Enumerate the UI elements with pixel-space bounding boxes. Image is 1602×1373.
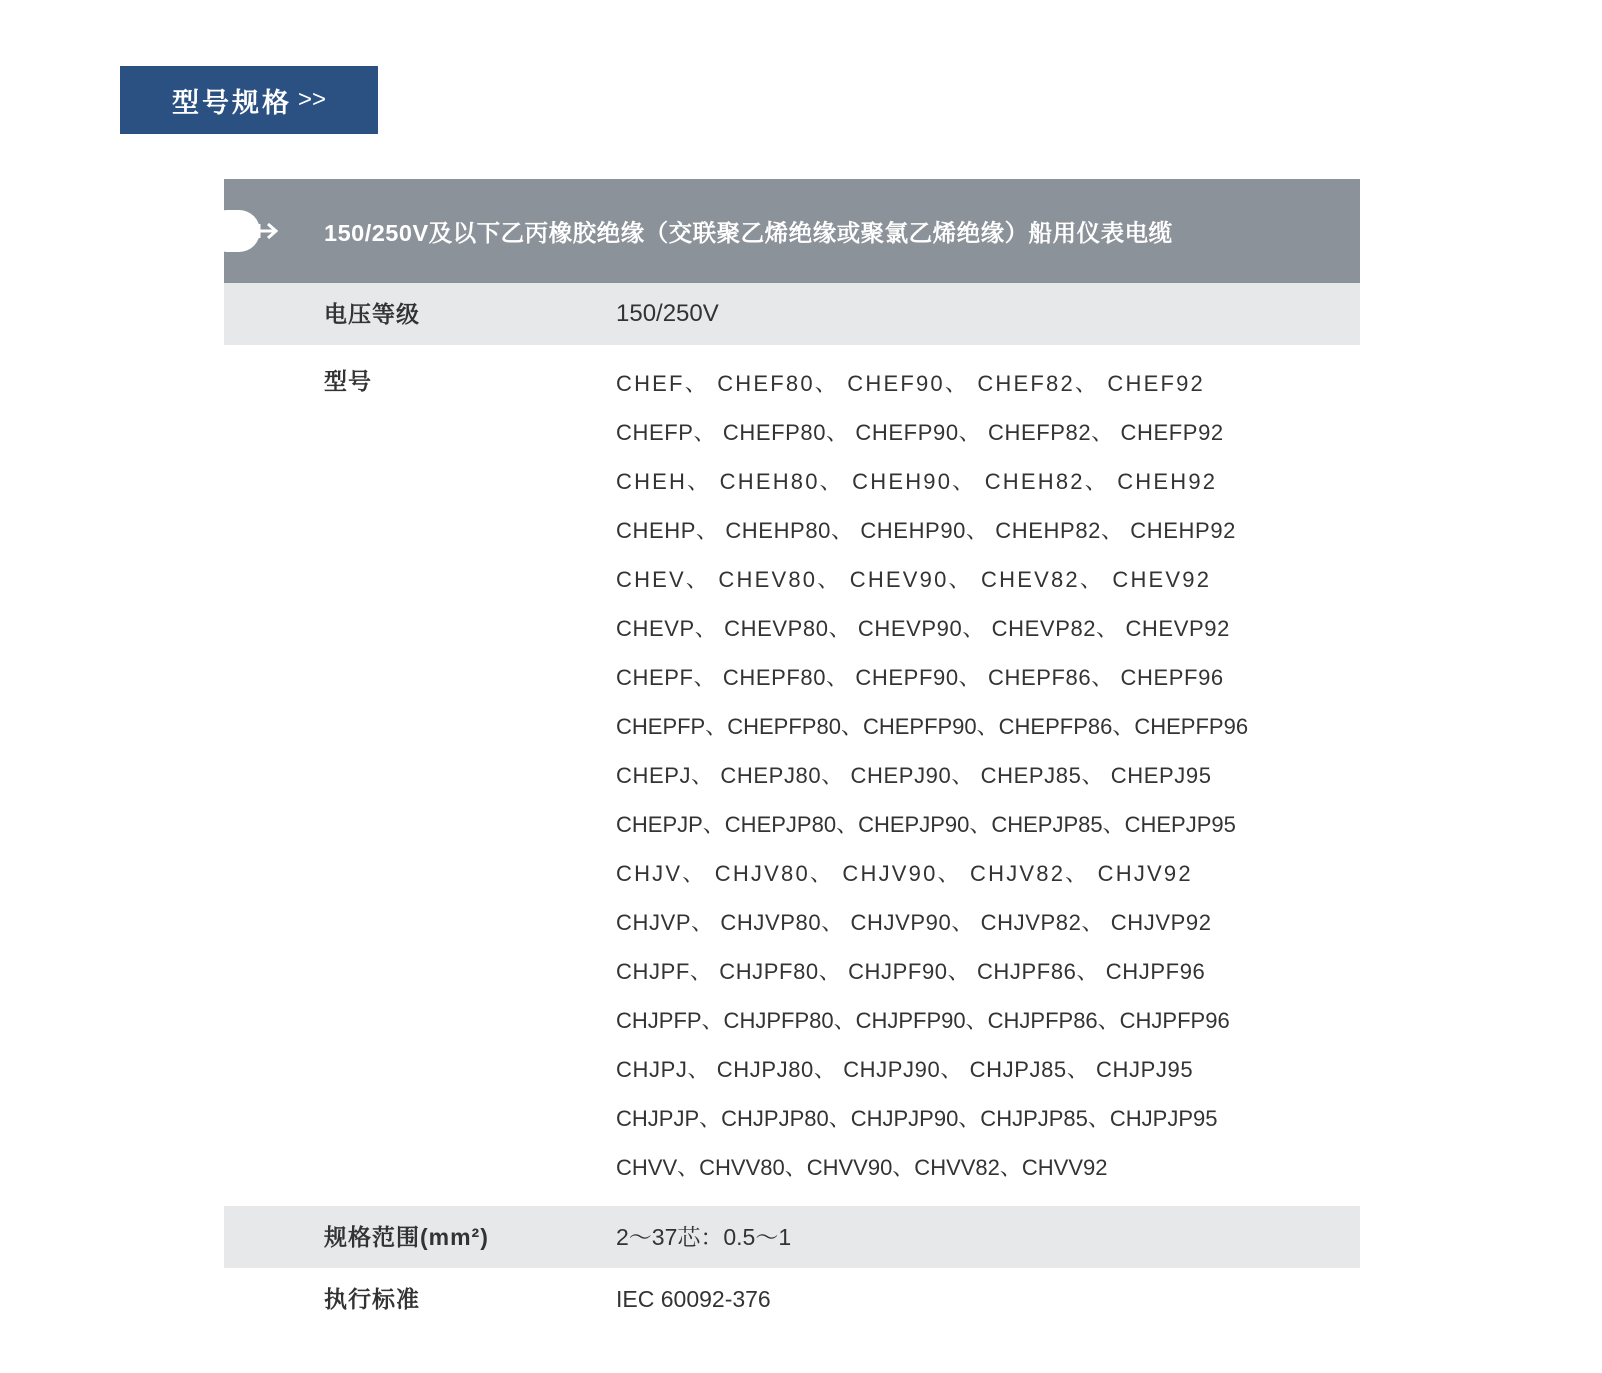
model-line: CHJPF、 CHJPF80、 CHJPF90、 CHJPF86、 CHJPF96 <box>616 959 1206 984</box>
model-line: CHJV、 CHJV80、 CHJV90、 CHJV82、 CHJV92 <box>616 861 1193 886</box>
table-row <box>224 345 1360 1206</box>
model-line: CHJPJ、 CHJPJ80、 CHJPJ90、 CHJPJ85、 CHJPJ95 <box>616 1057 1194 1082</box>
model-line: CHJVP、 CHJVP80、 CHJVP90、 CHJVP82、 CHJVP92 <box>616 910 1212 935</box>
model-line: CHEVP、 CHEVP80、 CHEVP90、 CHEVP82、 CHEVP92 <box>616 616 1230 641</box>
model-line: CHEV、 CHEV80、 CHEV90、 CHEV82、 CHEV92 <box>616 567 1212 592</box>
table-header-bar <box>224 179 1360 283</box>
row-label-models: 型号 <box>324 368 372 394</box>
section-tag-arrows: >> <box>297 86 327 113</box>
model-line: CHEFP、 CHEFP80、 CHEFP90、 CHEFP82、 CHEFP92 <box>616 420 1224 445</box>
row-value-voltage: 150/250V <box>616 300 719 327</box>
model-line: CHEPFP、CHEPFP80、CHEPFP90、CHEPFP86、CHEPFP96 <box>616 714 1249 739</box>
double-arrow-icon <box>254 220 284 242</box>
model-line: CHEHP、 CHEHP80、 CHEHP90、 CHEHP82、 CHEHP92 <box>616 518 1236 543</box>
model-line: CHEH、 CHEH80、 CHEH90、 CHEH82、 CHEH92 <box>616 469 1218 494</box>
model-line: CHEPJP、CHEPJP80、CHEPJP90、CHEPJP85、CHEPJP95 <box>616 812 1236 837</box>
row-value-models <box>616 359 1360 1192</box>
model-line: CHJPJP、CHJPJP80、CHJPJP90、CHJPJP85、CHJPJP95 <box>616 1106 1218 1131</box>
section-tag-label: 型号规格 <box>171 87 292 118</box>
spec-table <box>224 179 1360 1330</box>
model-line: CHVV、CHVV80、CHVV90、CHVV82、CHVV92 <box>616 1155 1108 1180</box>
bullet-arrow-icon <box>206 210 260 252</box>
model-line: CHJPFP、CHJPFP80、CHJPFP90、CHJPFP86、CHJPFP96 <box>616 1008 1230 1033</box>
model-line: CHEF、 CHEF80、 CHEF90、 CHEF82、 CHEF92 <box>616 371 1205 396</box>
model-line: CHEPF、 CHEPF80、 CHEPF90、 CHEPF86、 CHEPF96 <box>616 665 1224 690</box>
row-label-voltage: 电压等级 <box>324 301 420 327</box>
section-tag <box>120 66 378 134</box>
row-label-spec-range: 规格范围(mm²) <box>324 1224 489 1250</box>
table-row <box>224 1268 1360 1330</box>
row-label-standard: 执行标准 <box>324 1286 420 1312</box>
table-header-title: 150/250V及以下乙丙橡胶绝缘（交联聚乙烯绝缘或聚氯乙烯绝缘）船用仪表电缆 <box>324 220 1173 246</box>
row-value-spec-range: 2～37芯：0.5～1 <box>616 1224 792 1250</box>
model-line: CHEPJ、 CHEPJ80、 CHEPJ90、 CHEPJ85、 CHEPJ95 <box>616 763 1212 788</box>
table-row <box>224 1206 1360 1268</box>
row-value-standard: IEC 60092-376 <box>616 1286 771 1312</box>
table-row <box>224 283 1360 345</box>
